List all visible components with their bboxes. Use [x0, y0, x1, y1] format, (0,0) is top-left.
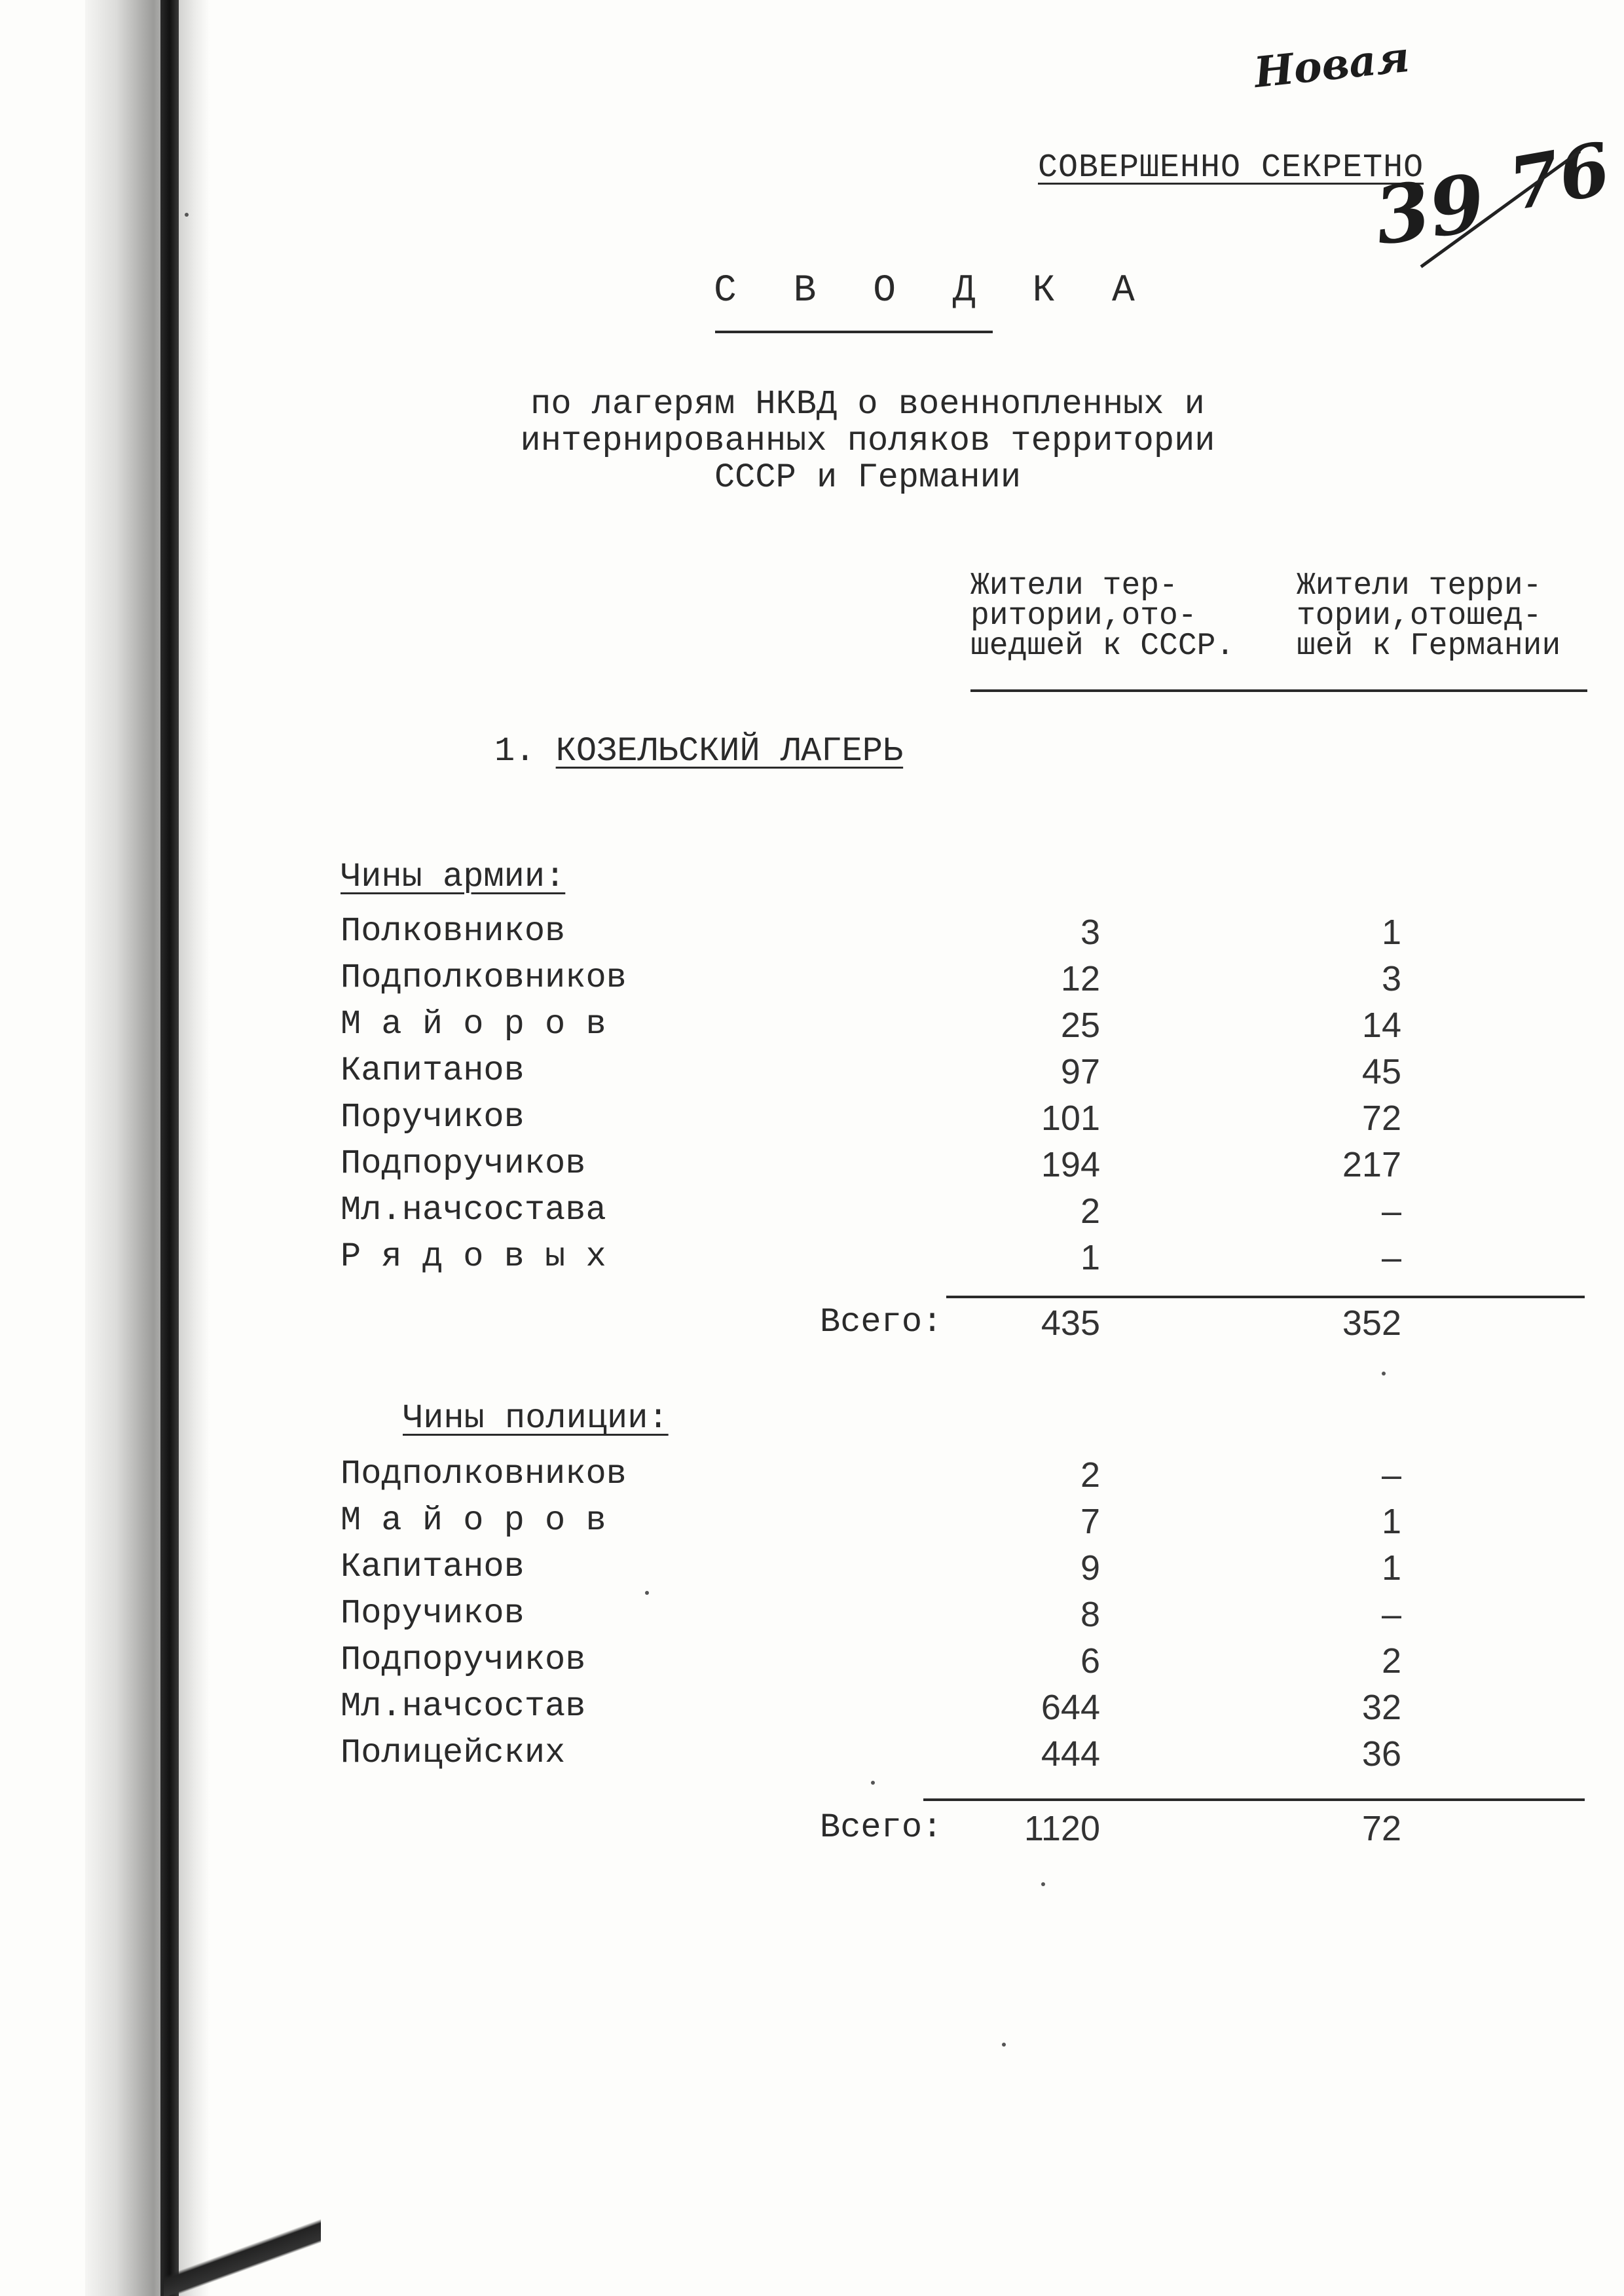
army-row-label: М а й о р о в — [341, 1005, 606, 1044]
column-header-germany — [1297, 568, 1604, 664]
army-row-germany: 1 — [1381, 913, 1401, 952]
subtitle-line: СССР и Германии — [714, 458, 1022, 497]
handwritten-note: Новая — [1251, 32, 1412, 98]
police-row-label: Подпоручиков — [341, 1641, 586, 1679]
police-row-label: Поручиков — [341, 1594, 525, 1633]
police-row-germany: 2 — [1381, 1641, 1401, 1681]
army-row-germany: 45 — [1361, 1052, 1401, 1091]
archive-mark-1: 39 — [1369, 156, 1490, 263]
ink-speck — [1041, 1882, 1045, 1886]
army-total-label: Всего: — [820, 1303, 943, 1341]
subtitle-line: по лагерям НКВД о военнопленных и — [530, 385, 1205, 424]
army-row-label: Подполковников — [341, 958, 627, 997]
army-total-ussr: 435 — [1041, 1303, 1100, 1343]
army-row-germany: – — [1381, 1192, 1401, 1231]
ink-speck — [185, 213, 189, 217]
column-header-line: ритории,ото- — [970, 598, 1197, 634]
police-row-label: Полицейских — [341, 1734, 566, 1772]
army-row-germany: 217 — [1342, 1145, 1401, 1184]
column-header-rule — [970, 689, 1587, 692]
police-row-ussr: 2 — [1080, 1455, 1100, 1495]
army-row-ussr: 97 — [1060, 1052, 1100, 1091]
police-total-ussr: 1120 — [1024, 1809, 1100, 1848]
army-row-ussr: 101 — [1041, 1099, 1100, 1138]
army-row-label: Подпоручиков — [341, 1144, 586, 1183]
army-row-label: Р я д о в ы х — [341, 1237, 606, 1276]
police-row-label: Капитанов — [341, 1548, 525, 1586]
binding-edge — [160, 0, 179, 2296]
police-row-germany: 32 — [1361, 1688, 1401, 1727]
army-row-label: Капитанов — [341, 1051, 525, 1090]
police-heading: Чины полиции: — [403, 1399, 669, 1438]
army-row-ussr: 2 — [1080, 1192, 1100, 1231]
camp-number: 1. — [494, 732, 536, 771]
army-row-label: Поручиков — [341, 1098, 525, 1137]
document-title: С В О Д К А — [714, 270, 1152, 312]
army-row-ussr: 194 — [1041, 1145, 1100, 1184]
army-row-ussr: 3 — [1080, 913, 1100, 952]
police-total-label: Всего: — [820, 1808, 943, 1847]
camp-heading — [494, 732, 903, 771]
camp-name: КОЗЕЛЬСКИЙ ЛАГЕРЬ — [555, 732, 904, 771]
ink-speck — [1382, 1372, 1386, 1376]
police-row-label: М а й о р о в — [341, 1501, 606, 1540]
column-header-ussr — [970, 568, 1285, 664]
army-row-germany: 72 — [1361, 1099, 1401, 1138]
column-header-line: шедшей к СССР. — [970, 629, 1235, 664]
army-total-germany: 352 — [1342, 1303, 1401, 1343]
column-header-line: Жители тер- — [970, 568, 1178, 604]
column-header-line: Жители терри- — [1297, 568, 1542, 604]
ink-speck — [645, 1591, 649, 1595]
army-row-germany: 3 — [1381, 959, 1401, 998]
police-row-germany: 36 — [1361, 1734, 1401, 1774]
army-total-rule — [946, 1296, 1585, 1298]
police-row-label: Мл.начсостав — [341, 1687, 586, 1726]
subtitle-line: интернированных поляков территории — [520, 422, 1215, 460]
binding-corner — [164, 2213, 321, 2296]
police-row-germany: 1 — [1381, 1548, 1401, 1588]
archive-mark-2: 76 — [1502, 126, 1617, 227]
army-row-germany: 14 — [1361, 1006, 1401, 1045]
ink-speck — [871, 1781, 875, 1785]
police-row-ussr: 8 — [1080, 1595, 1100, 1634]
police-total-germany: 72 — [1361, 1809, 1401, 1848]
army-row-germany: – — [1381, 1238, 1401, 1277]
binding-shadow — [85, 0, 210, 2296]
police-row-ussr: 9 — [1080, 1548, 1100, 1588]
column-header-line: тории,отошед- — [1297, 598, 1542, 634]
police-row-label: Подполковников — [341, 1455, 627, 1493]
title-underline — [715, 331, 993, 333]
army-heading: Чины армии: — [341, 858, 566, 896]
police-total-rule — [923, 1798, 1585, 1801]
secrecy-stamp: СОВЕРШЕННО СЕКРЕТНО — [1038, 149, 1424, 187]
police-row-ussr: 7 — [1080, 1502, 1100, 1541]
army-row-label: Полковников — [341, 912, 566, 951]
police-row-ussr: 6 — [1080, 1641, 1100, 1681]
column-header-line: шей к Германии — [1297, 629, 1561, 664]
army-row-ussr: 25 — [1060, 1006, 1100, 1045]
police-row-germany: – — [1381, 1595, 1401, 1634]
police-row-ussr: 444 — [1041, 1734, 1100, 1774]
ink-speck — [1002, 2043, 1006, 2047]
police-row-germany: 1 — [1381, 1502, 1401, 1541]
document-subtitle — [494, 386, 1241, 496]
army-row-ussr: 1 — [1080, 1238, 1100, 1277]
police-row-germany: – — [1381, 1455, 1401, 1495]
police-row-ussr: 644 — [1041, 1688, 1100, 1727]
army-row-ussr: 12 — [1060, 959, 1100, 998]
army-row-label: Мл.начсостава — [341, 1191, 606, 1230]
